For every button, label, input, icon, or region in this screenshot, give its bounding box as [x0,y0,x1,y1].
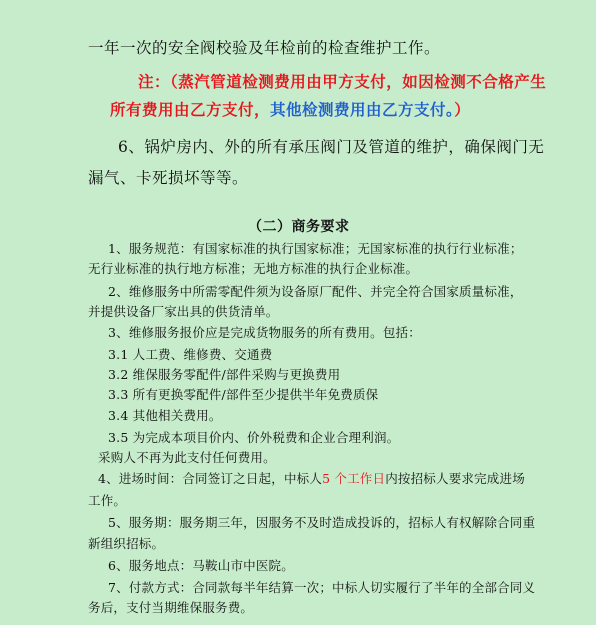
req7-line-1: 7、付款方式：合同款每半年结算一次；中标人切实履行了半年的全部合同义 [108,580,536,595]
maintenance-text-line: 一年一次的安全阀校验及年检前的检查维护工作。 [88,39,441,57]
item6-line-1: 6、锅炉房内、外的所有承压阀门及管道的维护，确保阀门无 [118,138,545,156]
req2-line-1: 2、维修服务中所需零配件须为设备原厂配件、并完全符合国家质量标准， [108,284,523,299]
req4-days-highlight: 5 个工作日 [322,471,386,486]
req3-4: 3.4 其他相关费用。 [108,408,222,423]
note-blue-text: 其他检测费用由乙方支付。 [270,100,455,119]
req3-2: 3.2 维保服务零配件/部件采购与更换费用 [108,367,341,382]
note-close-paren: ） [454,100,471,119]
req1-line-2: 无行业标准的执行地方标准；无地方标准的执行企业标准。 [88,261,419,276]
req5-line-1: 5、服务期：服务期三年，因服务不及时造成投诉的，招标人有权解除合同重 [108,515,536,530]
req4-line-1 [98,469,525,487]
req5-line-2: 新组织招标。 [88,536,165,551]
req3: 3、维修服务报价应是完成货物服务的所有费用。包括： [108,325,421,340]
req1-line-1: 1、服务规范：有国家标准的执行国家标准；无国家标准的执行行业标准； [108,241,523,256]
req4-text-b: 内按招标人要求完成进场 [385,471,525,486]
req3-3: 3.3 所有更换零配件/部件至少提供半年免费质保 [108,387,379,402]
req7-line-2: 务后，支付当期维保服务费。 [88,600,254,615]
note-line-1: 注：（蒸汽管道检测费用由甲方支付，如因检测不合格产生 [138,72,547,91]
req6: 6、服务地点：马鞍山市中医院。 [108,558,294,573]
section-heading: （二）商务要求 [248,219,350,235]
note-red-text: 所有费用由乙方支付， [110,100,271,119]
req4-line-2: 工作。 [88,493,127,508]
item6-line-2: 漏气、卡死损坏等等。 [88,169,249,187]
req3-end: 采购人不再为此支付任何费用。 [98,450,276,465]
req3-1: 3.1 人工费、维修费、交通费 [108,347,273,362]
req4-text-a: 4、进场时间：合同签订之日起，中标人 [98,471,323,486]
req2-line-2: 并提供设备厂家出具的供货清单。 [88,304,279,319]
req3-5: 3.5 为完成本项目价内、价外税费和企业合理利润。 [108,430,400,445]
note-line-2 [110,98,470,120]
